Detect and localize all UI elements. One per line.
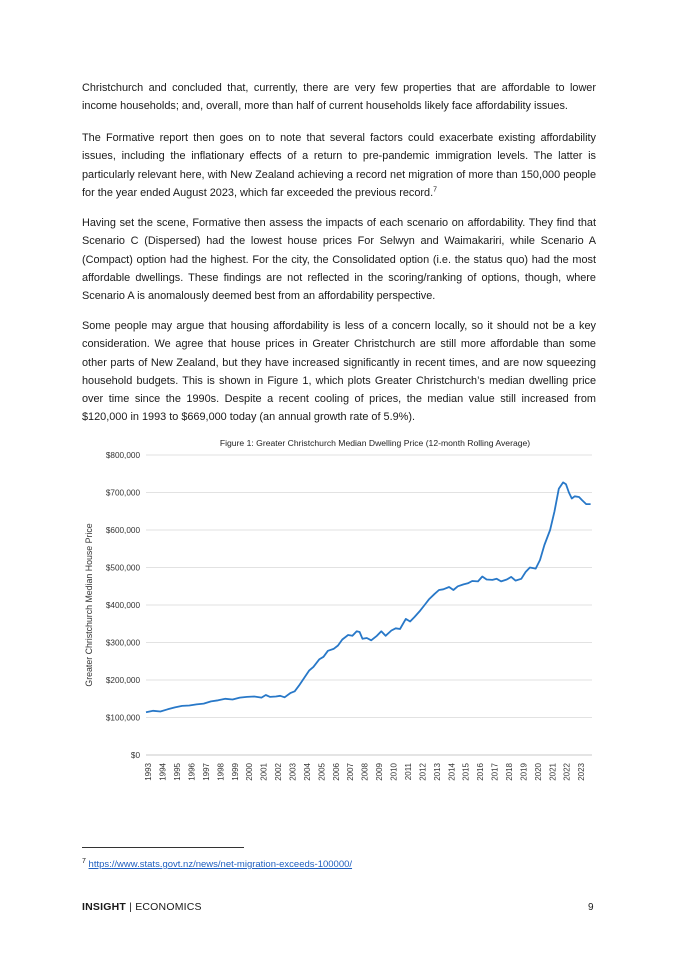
figure-1-chart bbox=[78, 433, 608, 813]
x-tick-label: 2019 bbox=[519, 763, 529, 781]
x-tick-label: 1997 bbox=[201, 763, 211, 781]
paragraph-4-text: Some people may argue that housing affordability is less of a concern locally, so it should not be a key consideration. We agree that house prices in Greater Christchurch are still more affordable than some other parts of New Zealand, but they have increased significantly in recent times, and are now squeezing household budgets. This is shown in Figure 1, which plots Greater Christchurch’s median dwelling price over time since the 1990s. Despite a recent cooling of prices, the median value still increased from $120,000 in 1993 to $669,000 today (an annual growth rate of 5.9%). bbox=[82, 320, 596, 424]
y-tick-label: $500,000 bbox=[105, 563, 140, 573]
x-tick-label: 2016 bbox=[476, 763, 486, 781]
footnote-link[interactable]: https://www.stats.govt.nz/news/net-migration-exceeds-100000/ bbox=[88, 859, 353, 871]
footer-brand-rest: ECONOMICS bbox=[135, 901, 202, 913]
footnote-divider bbox=[82, 847, 244, 848]
y-tick-label: $800,000 bbox=[105, 451, 140, 460]
y-tick-label: $400,000 bbox=[105, 601, 140, 610]
y-tick-label: $100,000 bbox=[105, 713, 140, 723]
x-tick-label: 2018 bbox=[505, 763, 515, 781]
paragraph-3-text: Having set the scene, Formative then assess the impacts of each scenario on affordability. They find that Scenario C (Dispersed) had the lowest house prices For Selwyn and Waimakariri, while Scenario A (Compact) option had the highest. For the city, the Consolidated option (i.e. the status quo) had the most affordable dwellings. These findings are not reflected in the scoring/ranking of options, though, where Scenario A is anomalously deemed best from an affordability perspective. bbox=[82, 217, 596, 303]
x-tick-label: 2014 bbox=[447, 763, 457, 781]
x-tick-label: 1995 bbox=[173, 763, 183, 781]
x-tick-label: 1993 bbox=[144, 763, 154, 781]
footnote bbox=[82, 856, 352, 871]
footnote-number: 7 bbox=[82, 858, 86, 865]
y-tick-label: $0 bbox=[130, 751, 140, 760]
y-tick-label: $700,000 bbox=[105, 488, 140, 498]
x-tick-label: 2012 bbox=[418, 763, 428, 781]
x-tick-label: 2021 bbox=[548, 763, 558, 781]
y-axis-label: Greater Christchurch Median House Price bbox=[84, 523, 94, 687]
x-tick-label: 2000 bbox=[245, 763, 255, 781]
chart-title: Figure 1: Greater Christchurch Median Dwelling Price (12-month Rolling Average) bbox=[219, 438, 531, 448]
x-tick-label: 2015 bbox=[461, 763, 471, 781]
x-tick-label: 2017 bbox=[490, 763, 500, 781]
x-tick-label: 2005 bbox=[317, 763, 327, 781]
paragraph-2-text: The Formative report then goes on to note that several factors could exacerbate existing affordability issues, including the inflationary effects of a return to pre-pandemic immigration levels. The latter is particularly relevant here, with New Zealand achieving a record net migration of more than 150,000 people for the year ended August 2023, which far exceeded the previous record. bbox=[82, 132, 596, 199]
x-tick-label: 1998 bbox=[216, 763, 226, 781]
x-tick-label: 2010 bbox=[389, 763, 399, 781]
paragraph-4 bbox=[82, 317, 596, 427]
x-tick-label: 2004 bbox=[302, 763, 312, 781]
x-tick-label: 1994 bbox=[158, 763, 168, 781]
x-tick-label: 1996 bbox=[187, 763, 197, 781]
page-number: 9 bbox=[588, 902, 594, 913]
x-tick-label: 2001 bbox=[259, 763, 269, 781]
x-tick-label: 2002 bbox=[274, 763, 284, 781]
x-tick-label: 2006 bbox=[331, 763, 341, 781]
y-tick-label: $300,000 bbox=[105, 638, 140, 648]
paragraph-1-text: Christchurch and concluded that, currently, there are very few properties that are affordable to lower income households; and, overall, more than half of current households likely face affordability issues. bbox=[82, 82, 596, 113]
x-tick-label: 2020 bbox=[533, 763, 543, 781]
x-tick-label: 2023 bbox=[577, 763, 587, 781]
paragraph-3 bbox=[82, 214, 596, 305]
footnote-reference[interactable]: 7 bbox=[433, 186, 438, 194]
footer-brand-bold: INSIGHT bbox=[82, 901, 126, 913]
x-tick-label: 2008 bbox=[360, 763, 370, 781]
y-tick-label: $200,000 bbox=[105, 676, 140, 685]
footer-brand bbox=[82, 901, 202, 913]
x-tick-label: 1999 bbox=[230, 763, 240, 781]
chart-svg bbox=[78, 433, 608, 813]
paragraph-2 bbox=[82, 129, 596, 202]
x-tick-label: 2003 bbox=[288, 763, 298, 781]
x-tick-label: 2022 bbox=[562, 763, 572, 781]
paragraph-1 bbox=[82, 79, 596, 116]
x-tick-label: 2007 bbox=[346, 763, 356, 781]
median-price-line bbox=[146, 482, 591, 712]
y-tick-label: $600,000 bbox=[105, 526, 140, 535]
x-tick-label: 2009 bbox=[375, 763, 385, 781]
x-tick-label: 2013 bbox=[432, 763, 442, 781]
footer-separator: | bbox=[129, 901, 133, 913]
x-tick-label: 2011 bbox=[403, 763, 413, 781]
